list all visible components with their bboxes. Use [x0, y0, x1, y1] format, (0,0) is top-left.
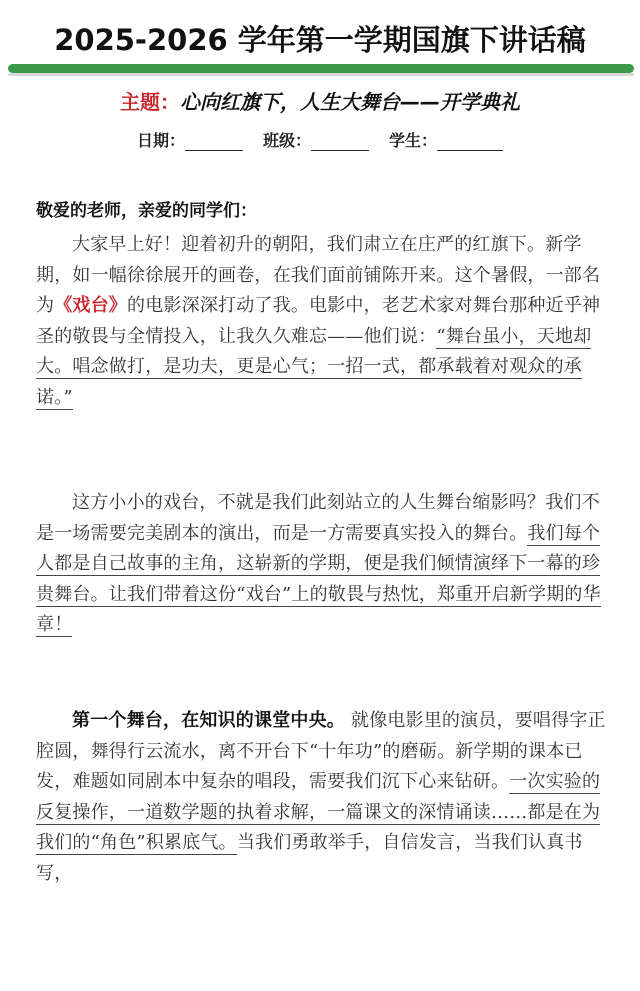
p1-text-a: 大家早上好！迎着初升的朝阳，我们肃立在庄严的红旗下。新学期，如一幅徐徐展开的画卷，在我们面前铺陈开来。这个暑假，一部名为	[36, 234, 601, 316]
paragraph-3	[36, 706, 614, 889]
p2-text-a: 这方小小的戏台，不就是我们此刻站立的人生舞台缩影吗？我们不是一场需要完美剧本的演出，而是一方需要真实投入的舞台。	[36, 492, 600, 544]
p3-text-a: 就像电影里的演员，要唱得字正腔圆，舞得行云流水，离不开台下“十年功”的磨砺。新学期的课本已发，难题如同剧本中复杂的唱段，需要我们沉下心来钻研。	[36, 710, 606, 792]
film-title: 《戏台》	[54, 295, 128, 316]
paragraph-2	[36, 488, 614, 641]
theme-label: 主题：	[120, 90, 180, 114]
p1-quote: “舞台虽小，天地却大。唱念做打，是功夫，更是心气；一招一式，都承载着对观众的承诺。”	[36, 325, 592, 408]
p1-text-b: 的电影深深打动了我。电影中，老艺术家对舞台那种近乎神圣的敬畏与全情投入，让我久久难忘——他们说：	[36, 295, 601, 347]
p3-underlined: 一次实验的反复操作，一道数学题的执着求解，一篇课文的深情诵读……都是在为我们的“角色”积累底气。	[36, 771, 601, 853]
class-blank	[311, 134, 369, 151]
class-label: 班级：	[262, 131, 311, 150]
date-label: 日期：	[136, 131, 185, 150]
paragraph-1	[36, 230, 614, 413]
p3-heading: 第一个舞台，在知识的课堂中央。	[72, 710, 345, 731]
p2-underlined: 我们每个人都是自己故事的主角，这崭新的学期，便是我们倾情演绎下一幕的珍贵舞台。让我们带着这份“戏台”上的敬畏与热忱，郑重开启新学期的华章！	[36, 522, 601, 635]
student-blank	[437, 134, 503, 151]
info-line	[0, 128, 640, 151]
title-bar-shadow	[8, 73, 634, 76]
theme-text: 心向红旗下，人生大舞台——开学典礼	[180, 90, 520, 114]
date-blank	[185, 134, 243, 151]
title-underline-bar	[8, 64, 634, 73]
p3-text-b: 当我们勇敢举手，自信发言，当我们认真书写，	[36, 832, 583, 884]
student-label: 学生：	[389, 131, 438, 150]
theme-line	[0, 86, 640, 115]
greeting: 敬爱的老师，亲爱的同学们：	[36, 201, 257, 221]
page-title: 2025-2026 学年第一学期国旗下讲话稿	[54, 23, 586, 57]
